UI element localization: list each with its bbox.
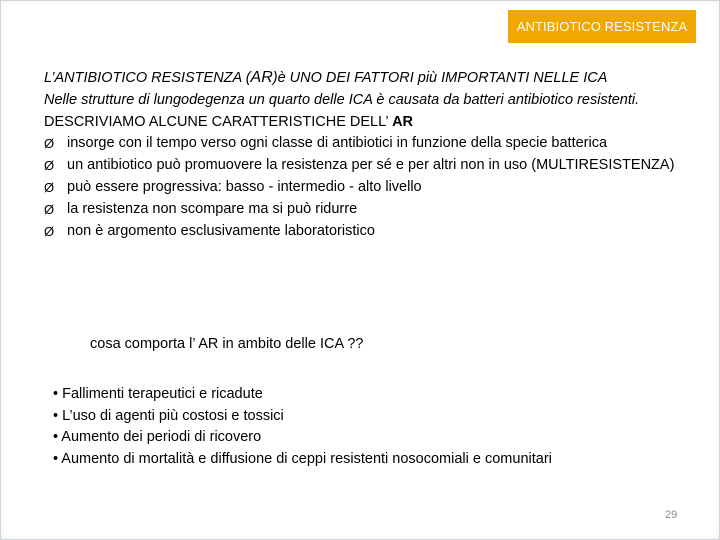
consequences-list bbox=[53, 384, 693, 470]
list-item: • Aumento dei periodi di ricovero bbox=[53, 429, 262, 445]
list-item-text: può essere progressiva: basso - intermedio - alto livello bbox=[67, 178, 422, 195]
arrow-bullet-icon: Ø bbox=[44, 179, 55, 195]
list-item bbox=[44, 199, 694, 221]
intro-line-1-prefix: L’ANTIBIOTICO RESISTENZA ( bbox=[44, 70, 251, 86]
intro-line-3 bbox=[44, 112, 694, 134]
list-item bbox=[44, 221, 694, 243]
list-item-text: insorge con il tempo verso ogni classe di antibiotici in funzione della specie batterica bbox=[67, 135, 608, 152]
list-item-text: non è argomento esclusivamente laboratoristico bbox=[67, 222, 375, 239]
ar-acronym: AR bbox=[250, 69, 273, 86]
arrow-bullet-icon: Ø bbox=[44, 201, 55, 217]
slide-body bbox=[44, 67, 694, 242]
arrow-bullet-icon: Ø bbox=[44, 136, 55, 152]
list-item bbox=[44, 177, 694, 199]
list-item: • L’uso di agenti più costosi e tossici bbox=[53, 407, 284, 424]
intro-line-1-suffix: )è UNO DEI FATTORI più IMPORTANTI NELLE ICA bbox=[272, 70, 608, 86]
ar-acronym-bold: AR bbox=[392, 113, 414, 130]
list-item: • Fallimenti terapeutici e ricadute bbox=[53, 386, 263, 402]
list-item-text: un antibiotico può promuovere la resistenza per sé e per altri non in uso (MULTIRESISTENZA) bbox=[67, 157, 675, 174]
list-item: • Aumento di mortalità e diffusione di ceppi resistenti nosocomiali e comunitari bbox=[53, 450, 552, 467]
intro-line-1 bbox=[44, 67, 694, 90]
arrow-bullet-icon: Ø bbox=[44, 158, 55, 174]
arrow-bullet-icon: Ø bbox=[44, 223, 55, 239]
list-item bbox=[44, 133, 694, 155]
characteristics-list bbox=[44, 133, 694, 242]
section-badge: ANTIBIOTICO RESISTENZA bbox=[508, 10, 696, 43]
question-line: cosa comporta l’ AR in ambito delle ICA ?? bbox=[90, 336, 364, 352]
list-item bbox=[44, 155, 694, 177]
intro-line-2: Nelle strutture di lungodegenza un quarto delle ICA è causata da batteri antibiotico resistenti. bbox=[44, 91, 640, 108]
page-number: 29 bbox=[665, 509, 678, 521]
list-item-text: la resistenza non scompare ma si può ridurre bbox=[67, 200, 358, 217]
intro-line-3-prefix: DESCRIVIAMO ALCUNE CARATTERISTICHE DELL’ bbox=[44, 113, 393, 130]
